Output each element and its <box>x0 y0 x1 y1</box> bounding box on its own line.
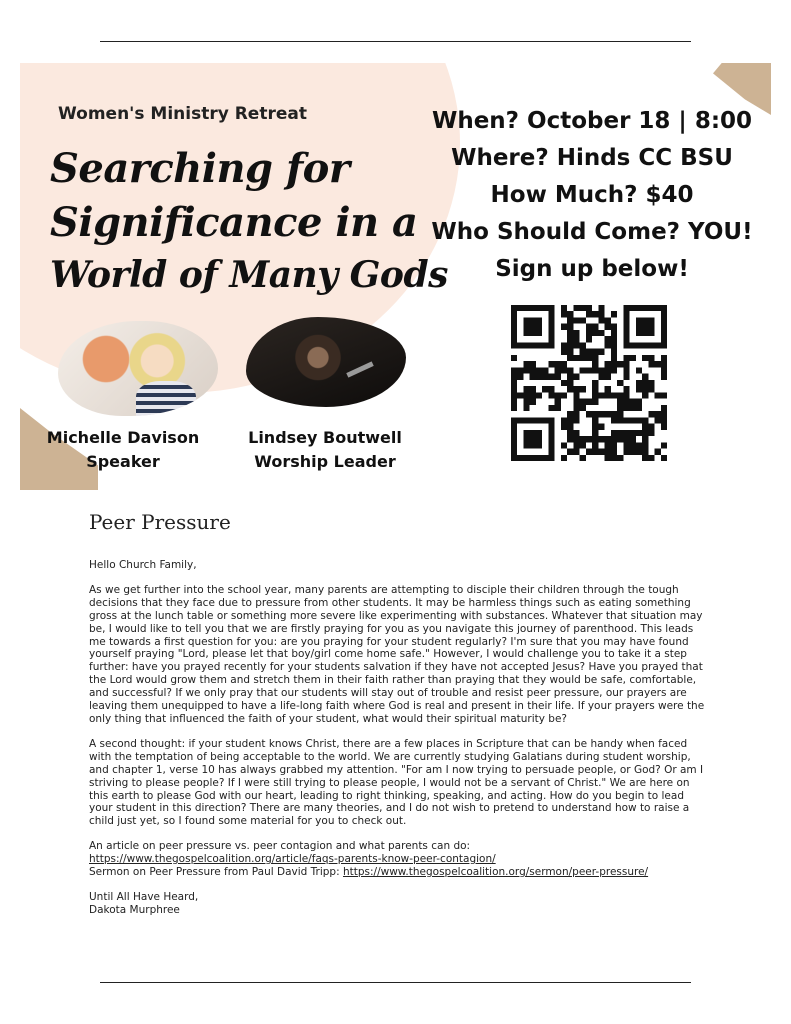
speaker-name: Michelle Davison <box>46 428 200 447</box>
resource-2-label: Sermon on Peer Pressure from Paul David Tripp: <box>89 866 340 879</box>
worship-leader-photo <box>246 317 406 407</box>
flyer-title-line-3: World of Many Gods <box>50 254 448 296</box>
worship-leader-name: Lindsey Boutwell <box>248 428 402 447</box>
sign-off <box>89 891 709 917</box>
flyer-title-line-2: Significance in a <box>50 199 418 246</box>
speaker-role: Speaker <box>86 452 160 471</box>
flyer-title-line-1: Searching for <box>50 145 350 192</box>
resource-2-link[interactable]: https://www.thegospelcoalition.org/sermon/peer-pressure/ <box>342 866 649 879</box>
event-where: Where? Hinds CC BSU <box>451 145 733 171</box>
top-divider <box>100 41 691 42</box>
event-name: Women's Ministry Retreat <box>58 104 307 124</box>
event-audience: Who Should Come? YOU! <box>431 219 753 245</box>
event-when: When? October 18 | 8:00 <box>431 108 753 134</box>
resource-1-label: An article on peer pressure vs. peer contagion and what parents can do: <box>89 840 471 853</box>
bottom-divider <box>100 982 691 983</box>
speaker-photo <box>58 321 218 416</box>
greeting: Hello Church Family, <box>89 559 197 571</box>
closing-line: Until All Have Heard, <box>89 890 199 903</box>
paragraph-prayer: As we get further into the school year, many parents are attempting to disciple their children through the tough decisions that they face due to pressure from other students. It may be harmless things such as eating something gross at the lunch table or something more severe like experimenting with substances. Whatever that situation may be, I would like to tell you that we are firstly praying for you as you navigate this journey of parenthood. This leads me towards a first question for you: are you praying for your student regularly? I'm sure that you may have found yourself praying "Lord, please let that boy/girl come home safe." However, I would challenge you to take it a step further: have you prayed recently for your students salvation if they have not accepted Jesus? Have you prayed that the Lord would grow them and stretch them in their faith rather than praying that they would be safe, comfortable, and successful? If we only pray that our students will stay out of trouble and resist peer pressure, our prayers are leaving them unequipped to have a life-long faith where God is real and present in their life. If your prayers were the only thing that influenced the faith of your student, what would their spiritual maturity be? <box>89 583 705 725</box>
signup-qr-code[interactable] <box>511 305 667 461</box>
signup-prompt: Sign up below! <box>495 256 689 282</box>
resources <box>89 840 709 879</box>
signature: Dakota Murphree <box>89 903 180 916</box>
retreat-flyer <box>20 63 771 490</box>
article-title: Peer Pressure <box>89 510 231 534</box>
newsletter-article <box>89 508 709 929</box>
paragraph-scripture: A second thought: if your student knows Christ, there are a few places in Scripture that can be handy when faced with the temptation of being acceptable to the world. We are currently studying Galatians during student worship, and chapter 1, verse 10 has always grabbed my attention. "For am I now trying to persuade people, or God? Or am I striving to please people? If I were still trying to please people, I would not be a servant of Christ." We are here on this earth to please God with our heart, leading to right thinking, speaking, and acting. How do you begin to lead your student in this direction? There are many theories, and I do not wish to pretend to understand how to raise a child just yet, so I found some material for you to check out. <box>89 737 704 828</box>
resource-1-link[interactable]: https://www.thegospelcoalition.org/article/faqs-parents-know-peer-contagion/ <box>89 853 496 866</box>
event-cost: How Much? $40 <box>490 182 694 208</box>
worship-leader-role: Worship Leader <box>254 452 396 471</box>
